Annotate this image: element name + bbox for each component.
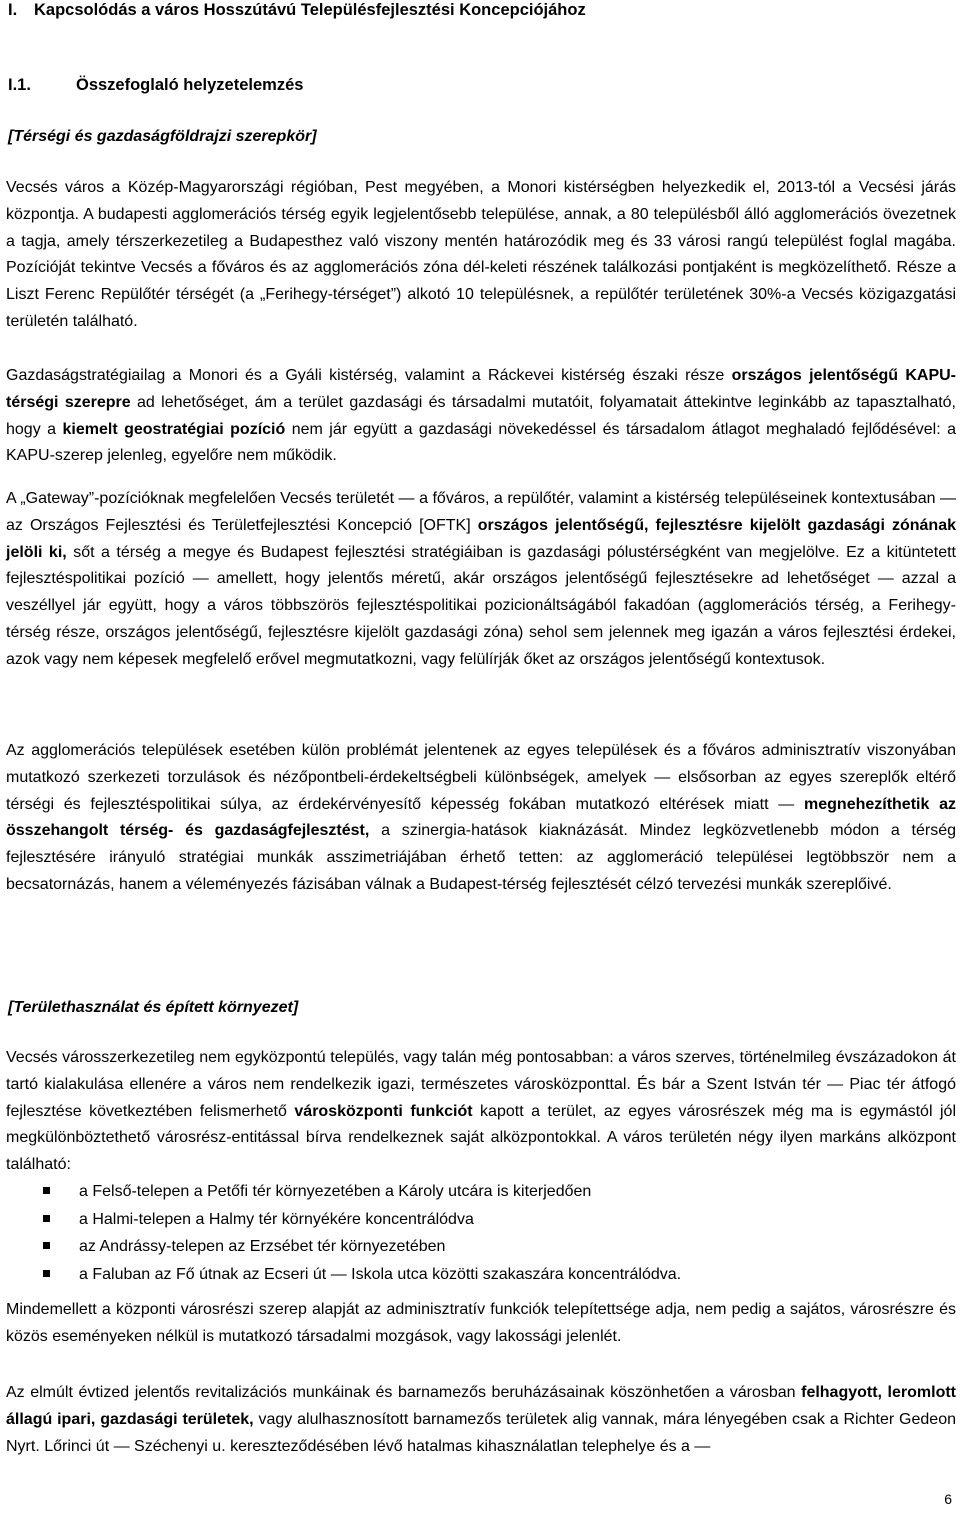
subcenter-list: [6, 1178, 956, 1288]
list-item: a Felső-telepen a Petőfi tér környezetében a Károly utcára is kiterjedően: [6, 1178, 956, 1206]
paragraph-brownfield: Az elmúlt évtized jelentős revitalizációs munkáinak és barnamezős beruházásainak köszönhetően a városban felhagyott, leromlott állagú ipari, gazdasági területek, vagy alulhasznosított barnamezős területek alig vannak, mára lényegében csak a Richter Gedeon Nyrt. Lőrinci út — Széchenyi u. kereszteződésében lévő hatalmas kihasználatlan telephelye és a —: [6, 1384, 957, 1455]
subsection-title-regional-role: [Térségi és gazdaságföldrajzi szerepkör]: [8, 128, 317, 145]
list-item: az Andrássy-telepen az Erzsébet tér környezetében: [6, 1233, 956, 1261]
bullet-square-icon: [43, 1215, 50, 1222]
paragraph-town-structure: Vecsés városszerkezetileg nem egyközpontú település, vagy talán még pontosabban: a város szerves, történelmileg évszázadokon át tartó kialakulása ellenére a város nem rendelkezik igazi, természetes városközponttal. És bár a Szent István tér — Piac tér átfogó fejlesztése következtében felismerhető városközponti funkciót kapott a terület, az egyes városrészek még ma is egymástól jól megkülönböztethető városrész-entitással bírva rendelkeznek saját alközpontokkal. A város területén négy ilyen markáns alközpont található:: [6, 1049, 956, 1174]
chapter-number: I.: [8, 1, 18, 19]
subsection-title-land-use: [Területhasználat és épített környezet]: [8, 999, 299, 1016]
bullet-square-icon: [43, 1270, 50, 1277]
chapter-title: Kapcsolódás a város Hosszútávú Településfejlesztési Koncepciójához: [34, 1, 586, 19]
bullet-square-icon: [43, 1187, 50, 1194]
paragraph-regional-location: Vecsés város a Közép-Magyarországi régióban, Pest megyében, a Monori kistérségben helyezkedik el, 2013-tól a Vecsési járás központja. A budapesti agglomerációs térség egyik legjelentősebb települése, annak, a 80 településből álló agglomerációs övezetnek a tagja, amely térszerkezetileg a Budapesthez való viszony mentén határozódik meg és 33 városi rangú települést foglal magába. Pozícióját tekintve Vecsés a főváros és az agglomerációs zóna dél-keleti részének találkozási pontjaként is megközelíthető. Része a Liszt Ferenc Repülőtér térségét (a „Ferihegy-térséget”) alkotó 10 településnek, a repülőtér területének 30%-a Vecsés közigazgatási területén található.: [6, 179, 956, 330]
section-title: Összefoglaló helyzetelemzés: [76, 76, 304, 94]
paragraph-agglomeration-issues: Az agglomerációs települések esetében külön problémát jelentenek az egyes települések és a főváros adminisztratív viszonyában mutatkozó szerkezeti torzulások és nézőpontbeli-érdekeltségbeli különbségek, amelyek — elsősorban az egyes szereplők eltérő térségi és fejlesztéspolitikai súlya, az érdekérvényesítő képesség fokában mutatkozó eltérések miatt — megnehezíthetik az összehangolt térség- és gazdaságfejlesztést, a szinergia-hatások kiaknázását. Mindez legközvetlenebb módon a térség fejlesztésére irányuló stratégiai munkák asszimetriájában érhető tetten: az agglomeráció települései legtöbbször nem a becsatornázás, hanem a véleményezés fázisában válnak a Budapest-térség fejlesztését célzó tervezési munkák szereplőivé.: [6, 742, 957, 893]
paragraph-economic-strategy: Gazdaságstratégiailag a Monori és a Gyáli kistérség, valamint a Ráckevei kistérség északi része országos jelentőségű KAPU-térségi szerepre ad lehetőséget, ám a terület gazdasági és társadalmi mutatóit, folyamatait áttekintve leginkább az tapasztalható, hogy a kiemelt geostratégiai pozíció nem jár együtt a gazdasági növekedéssel és társadalom átlagot meghaladó fejlődésével: a KAPU-szerep jelenleg, egyelőre nem működik.: [6, 367, 957, 465]
list-item: a Faluban az Fő útnak az Ecseri út — Iskola utca közötti szakaszára koncentrálódva.: [6, 1261, 956, 1289]
list-item: a Halmi-telepen a Halmy tér környékére koncentrálódva: [6, 1206, 956, 1234]
section-number: I.1.: [8, 76, 31, 94]
paragraph-administrative-role: Mindemellett a központi városrészi szerep alapját az adminisztratív funkciók telepítettsége adja, nem pedig a sajátos, városrészre és közös eseményeken nélkül is mutatkozó társadalmi mozgások, vagy lakossági jelenlét.: [6, 1301, 956, 1345]
section-heading: [8, 75, 303, 95]
paragraph-gateway-position: A „Gateway”-pozícióknak megfelelően Vecsés területét — a főváros, a repülőtér, valamint a kistérség településeinek kontextusában — az Országos Fejlesztési és Területfejlesztési Koncepció [OFTK] országos jelentőségű, fejlesztésre kijelölt gazdasági zónának jelöli ki, sőt a térség a megye és Budapest fejlesztési stratégiáiban is gazdasági pólustérségként van megjelölve. Ez a kitüntetett fejlesztéspolitikai pozíció — amellett, hogy jelentős méretű, akár országos jelentőségű fejlesztésekre ad lehetőséget — azzal a veszéllyel jár együtt, hogy a város többszörös fejlesztéspolitikai pozicionáltságából fakadóan (agglomerációs térség, a Ferihegy-térség része, országos jelentőségű, fejlesztésre kijelölt gazdasági zóna) sehol sem jelennek meg igazán a város fejlesztési érdekei, azok vagy nem képesek megfelelő erővel megmutatkozni, vagy felülírják őket az országos jelentőségű kontextusok.: [6, 490, 957, 668]
bullet-square-icon: [43, 1242, 50, 1249]
page-number: 6: [944, 1491, 952, 1507]
chapter-heading: [8, 0, 586, 20]
